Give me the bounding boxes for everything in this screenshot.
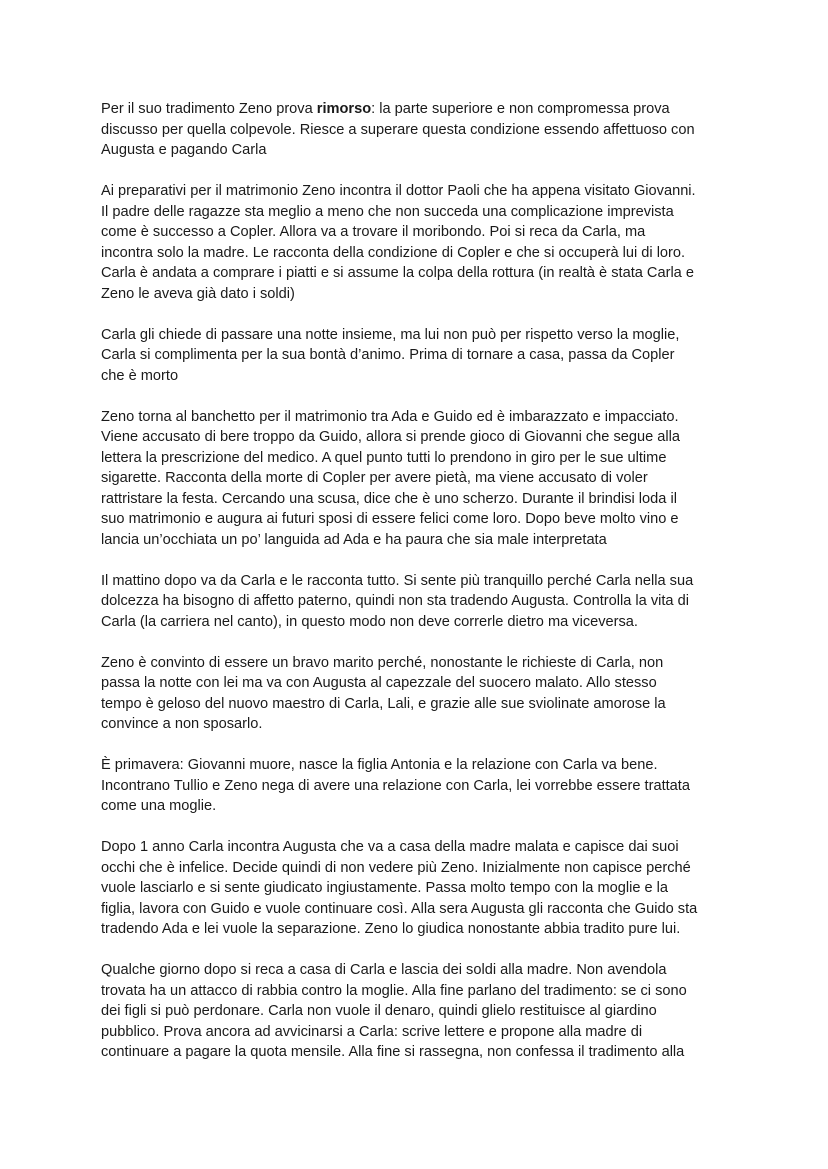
text-line bbox=[101, 899, 731, 920]
text-line bbox=[101, 694, 731, 715]
text-segment: occhi che è infelice. Decide quindi di non vedere più Zeno. Inizialmente non capisce perché bbox=[101, 859, 691, 876]
text-segment: Il padre delle ragazze sta meglio a meno che non succeda una complicazione imprevista bbox=[101, 203, 674, 220]
text-line bbox=[101, 837, 731, 858]
text-segment: Carla gli chiede di passare una notte insieme, ma lui non può per rispetto verso la moglie, bbox=[101, 326, 680, 343]
text-segment: Ai preparativi per il matrimonio Zeno incontra il dottor Paoli che ha appena visitato Giovanni. bbox=[101, 183, 696, 199]
text-segment: vuole lasciarlo e si sente giudicato ingiustamente. Passa molto tempo con la moglie e la bbox=[101, 880, 669, 896]
paragraph bbox=[101, 407, 731, 551]
text-line bbox=[101, 427, 731, 448]
text-segment: come è successo a Copler. Allora va a trovare il moribondo. Poi si reca da Carla, ma bbox=[101, 224, 646, 240]
text-segment: rattristare la festa. Cercando una scusa, dice che è uno scherzo. Durante il brindisi loda il bbox=[101, 490, 677, 507]
text-segment: Dopo 1 anno Carla incontra Augusta che va a casa della madre malata e capisce dai suoi bbox=[101, 839, 679, 855]
text-segment: convince a non sposarlo. bbox=[101, 716, 263, 732]
text-line bbox=[101, 284, 731, 305]
text-line bbox=[101, 960, 731, 981]
text-segment: che è morto bbox=[101, 367, 179, 384]
text-line bbox=[101, 653, 731, 674]
text-segment: : la parte superiore e non compromessa prova bbox=[371, 101, 670, 117]
paragraph bbox=[101, 755, 731, 817]
text-segment: continuare a pagare la quota mensile. Alla fine si rassegna, non confessa il tradimento alla bbox=[101, 1044, 685, 1060]
text-line bbox=[101, 263, 731, 284]
text-line bbox=[101, 1001, 731, 1022]
text-line bbox=[101, 140, 731, 161]
text-line bbox=[101, 202, 731, 223]
text-line bbox=[101, 776, 731, 797]
text-segment: dolcezza ha bisogno di affetto paterno, quindi non sta tradendo Augusta. Controlla la vita di bbox=[101, 593, 689, 609]
document-body bbox=[101, 99, 731, 1083]
text-segment: tradendo Ada e lei vuole la separazione. Zeno lo giudica nonostante abbia tradito pure lui. bbox=[101, 921, 681, 937]
text-segment: lettera la prescrizione del medico. A quel punto tutti lo prendono in giro per le sue ultime bbox=[101, 449, 667, 466]
text-line bbox=[101, 755, 731, 776]
text-segment: come una moglie. bbox=[101, 798, 217, 814]
text-line bbox=[101, 243, 731, 264]
text-segment: È primavera: Giovanni muore, nasce la figlia Antonia e la relazione con Carla va bene. bbox=[101, 757, 658, 773]
text-segment: Qualche giorno dopo si reca a casa di Carla e lascia dei soldi alla madre. Non avendola bbox=[101, 962, 667, 978]
text-line bbox=[101, 1022, 731, 1043]
text-line bbox=[101, 407, 731, 428]
text-line bbox=[101, 673, 731, 694]
text-line bbox=[101, 530, 731, 551]
paragraph bbox=[101, 960, 731, 1063]
text-segment: Incontrano Tullio e Zeno nega di avere una relazione con Carla, lei vorrebbe essere trattata bbox=[101, 777, 690, 794]
text-segment: tempo è geloso del nuovo maestro di Carla, Lali, e grazie alle sue sviolinate amorose la bbox=[101, 695, 666, 712]
text-segment: suo matrimonio e augura ai futuri sposi di essere felici come loro. Dopo beve molto vino e bbox=[101, 511, 679, 527]
paragraph bbox=[101, 325, 731, 387]
text-segment: dei figli si può perdonare. Carla non vuole il denaro, quindi glielo restituisce al giardino bbox=[101, 1003, 657, 1019]
text-segment: passa la notte con lei ma va con Augusta al capezzale del suocero malato. Allo stesso bbox=[101, 675, 657, 691]
paragraph bbox=[101, 571, 731, 633]
text-line bbox=[101, 345, 731, 366]
text-segment: Augusta e pagando Carla bbox=[101, 142, 267, 158]
text-segment: sigarette. Racconta della morte di Copler per avere pietà, ma viene accusato di voler bbox=[101, 470, 648, 486]
text-line bbox=[101, 919, 731, 940]
text-segment: incontra solo la madre. Le racconta della condizione di Copler e che si occuperà lui di loro. bbox=[101, 244, 686, 261]
text-line bbox=[101, 714, 731, 735]
text-line bbox=[101, 468, 731, 489]
text-line bbox=[101, 796, 731, 817]
text-segment: Carla è andata a comprare i piatti e si assume la colpa della rottura (in realtà è stata Carla e bbox=[101, 265, 694, 281]
text-line bbox=[101, 181, 731, 202]
text-segment: Carla (la carriera nel canto), in questo modo non deve correrle dietro ma viceversa. bbox=[101, 613, 638, 630]
text-line bbox=[101, 120, 731, 141]
paragraph bbox=[101, 181, 731, 304]
text-segment: pubblico. Prova ancora ad avvicinarsi a Carla: scrive lettere e propone alla madre di bbox=[101, 1023, 643, 1040]
text-line bbox=[101, 222, 731, 243]
text-segment: Per il suo tradimento Zeno prova bbox=[101, 101, 317, 117]
paragraph bbox=[101, 99, 731, 161]
text-segment: trovata ha un attacco di rabbia contro la moglie. Alla fine parlano del tradimento: se ci sono bbox=[101, 982, 687, 999]
text-line bbox=[101, 612, 731, 633]
text-line bbox=[101, 878, 731, 899]
text-line bbox=[101, 489, 731, 510]
paragraph bbox=[101, 653, 731, 735]
text-segment: Carla si complimenta per la sua bontà d’animo. Prima di tornare a casa, passa da Copler bbox=[101, 347, 675, 363]
text-line bbox=[101, 509, 731, 530]
paragraph bbox=[101, 837, 731, 940]
text-line bbox=[101, 858, 731, 879]
text-line bbox=[101, 366, 731, 387]
text-line bbox=[101, 591, 731, 612]
text-segment: Zeno le aveva già dato i soldi) bbox=[101, 285, 295, 302]
text-segment: lancia un’occhiata un po’ languida ad Ada e ha paura che sia male interpretata bbox=[101, 531, 607, 548]
text-segment: discusso per quella colpevole. Riesce a superare questa condizione essendo affettuoso con bbox=[101, 121, 695, 138]
text-segment: Il mattino dopo va da Carla e le racconta tutto. Si sente più tranquillo perché Carla nella sua bbox=[101, 572, 694, 589]
text-line bbox=[101, 325, 731, 346]
bold-term: rimorso bbox=[316, 101, 372, 117]
text-segment: Zeno è convinto di essere un bravo marito perché, nonostante le richieste di Carla, non bbox=[101, 654, 664, 671]
text-segment: figlia, lavora con Guido e vuole continuare così. Alla sera Augusta gli racconta che Guido sta bbox=[101, 900, 698, 917]
text-line bbox=[101, 981, 731, 1002]
text-line bbox=[101, 571, 731, 592]
text-line bbox=[101, 448, 731, 469]
text-segment: Viene accusato di bere troppo da Guido, allora si prende gioco di Giovanni che segue alla bbox=[101, 429, 680, 445]
text-segment: Zeno torna al banchetto per il matrimonio tra Ada e Guido ed è imbarazzato e impacciato. bbox=[101, 408, 679, 425]
text-line bbox=[101, 1042, 731, 1063]
text-line bbox=[101, 99, 731, 120]
